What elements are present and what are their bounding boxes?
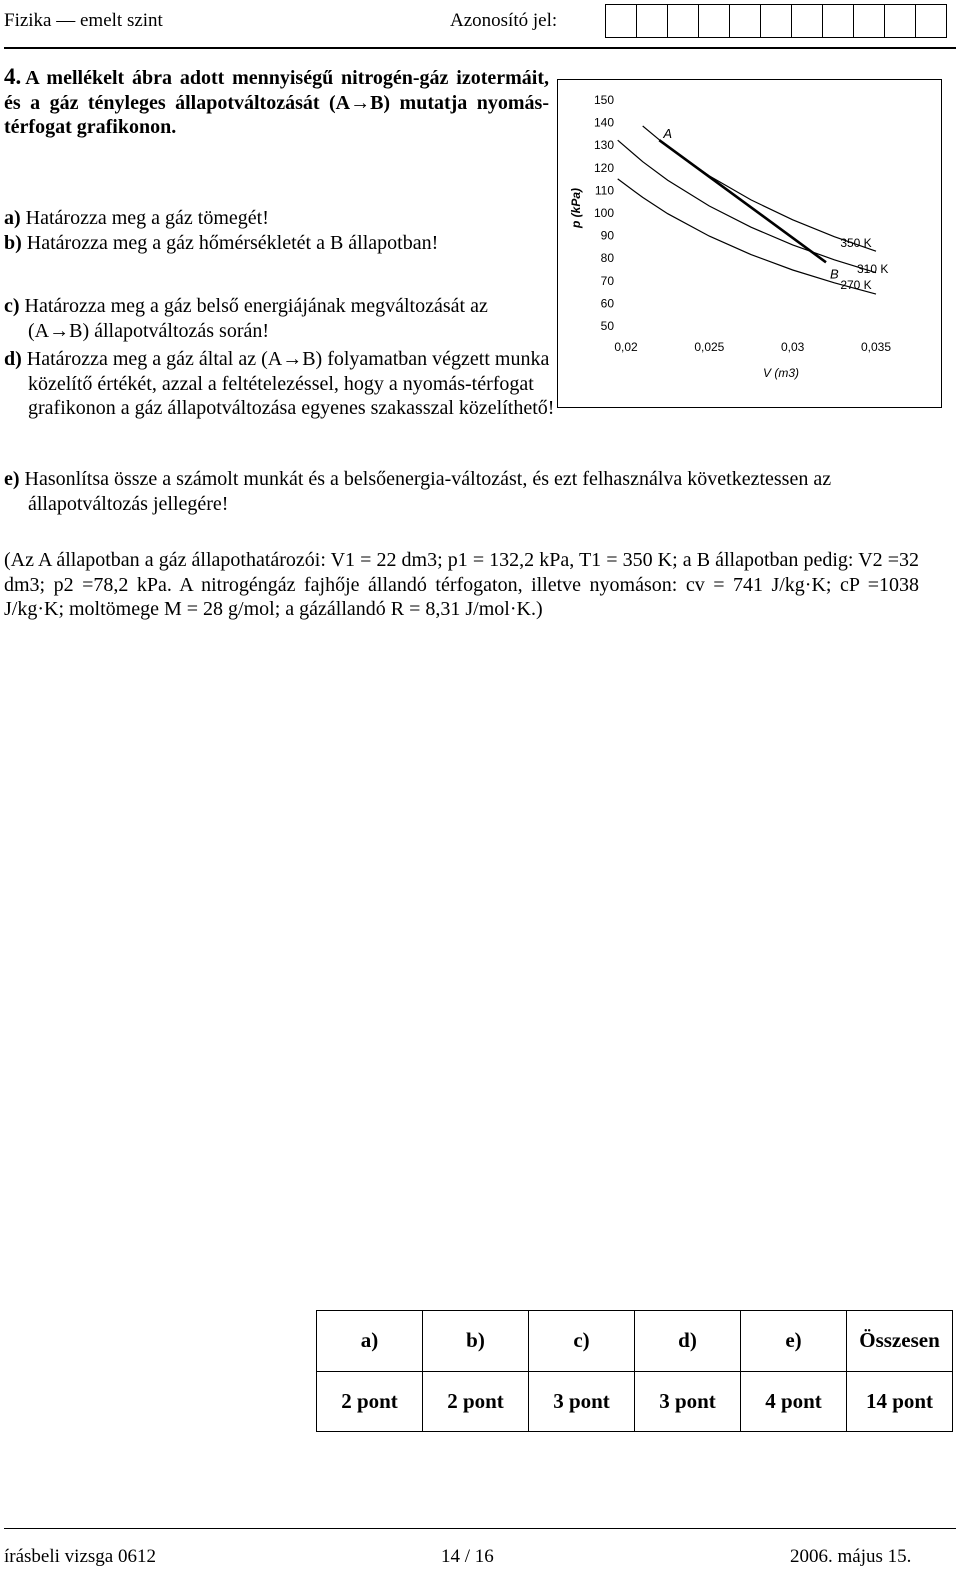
part-a-text: Határozza meg a gáz tömegét! [25,207,269,229]
score-value-cell: 4 pont [741,1371,847,1432]
problem-number: 4. [4,64,22,89]
score-value-cell: 2 pont [423,1371,529,1432]
x-tick-label: 0,03 [780,340,805,354]
part-e: e) Hasonlítsa össze a számolt munkát és a belsőenergia-változást, és ezt felhasználva következtessen az állapotváltozás jellegére! [4,468,832,515]
isotherm-line [643,126,876,251]
part-b-text: Határozza meg a gáz hőmérsékletét a B állapotban! [26,232,439,254]
part-a: a) Határozza meg a gáz tömegét! [4,207,269,229]
header-id-label: Azonosító jel: [450,10,558,31]
isotherm-label: 310 K [857,262,889,277]
score-value-cell: 3 pont [635,1371,741,1432]
problem-intro [4,65,549,140]
part-b: b) Határozza meg a gáz hőmérsékletét a B állapotban! [4,232,439,254]
id-box [884,4,916,38]
footer-date: 2006. május 15. [790,1546,912,1567]
isotherm-label: 350 K [840,236,872,251]
score-header-cell: a) [317,1311,423,1372]
y-tick-label: 130 [593,138,614,153]
y-tick-label: 120 [593,160,614,175]
x-tick-label: 0,02 [614,340,638,354]
id-box [605,4,637,38]
score-value-cell: 3 pont [529,1371,635,1432]
score-value-cell: 2 pont [317,1371,423,1432]
part-c-text: Határozza meg a gáz belső energiájának megváltozását az (A→B) állapotváltozás során! [24,295,488,342]
isotherm-label: 270 K [840,278,872,293]
footer-rule [4,1528,956,1529]
y-tick-label: 50 [600,319,614,333]
id-box [729,4,761,38]
id-box [791,4,823,38]
score-header-cell: c) [529,1311,635,1372]
y-tick-label: 90 [600,228,614,243]
y-tick-label: 100 [593,206,614,220]
y-tick-label: 80 [600,251,614,266]
part-e-text: Hasonlítsa össze a számolt munkát és a belsőenergia-változást, és ezt felhasználva következtessen az állapotváltozás jellegére! [24,468,832,515]
given-text: (Az A állapotban a gáz állapothatározói: V1 = 22 dm3; p1 = 132,2 kPa, T1 = 350 K; a B állapotban pedig: V2 =32 dm3; p2 =78,2 kPa. A nitrogéngáz fajhője állandó térfogaton, illetve nyomáson: cv = 741 J/kg·K; cP =1038 J/kg·K; moltömege M = 28 g/mol; a gázállandó R = 8,31 J/mol·K.) [4,549,919,620]
pv-chart-svg [558,80,941,407]
header-rule [4,47,956,49]
y-tick-label: 140 [593,115,614,130]
x-tick-label: 0,035 [860,340,892,354]
x-axis-label: V (m3) [763,366,799,380]
score-header-cell: Összesen [847,1311,953,1372]
part-d-text: Határozza meg a gáz által az (A→B) folyamatban végzett munka közelítő értékét, azzal a feltételezéssel, hogy a nyomás-térfogat grafikonon a gáz állapotváltozása egyenes szakasszal közelíthető! [26,348,555,419]
id-box [822,4,854,38]
score-header-cell: e) [741,1311,847,1372]
score-header-cell: d) [635,1311,741,1372]
id-box [667,4,699,38]
score-table [316,1310,953,1432]
problem-intro-text: A mellékelt ábra adott mennyiségű nitrogén-gáz izotermáit, és a gáz tényleges állapotváltozását (A→B) mutatja nyomás-térfogat grafikonon. [4,67,549,138]
id-box [915,4,947,38]
score-value-cell: 14 pont [847,1371,953,1432]
id-box [636,4,668,38]
score-header-cell: b) [423,1311,529,1372]
footer-exam: írásbeli vizsga 0612 [4,1546,156,1567]
footer-page: 14 / 16 [441,1546,494,1567]
x-tick-label: 0,025 [694,340,725,354]
id-box [760,4,792,38]
point-label-b: B [830,266,839,282]
point-label-a: A [663,126,673,142]
y-tick-label: 110 [594,183,614,198]
y-tick-label: 60 [600,296,614,311]
score-header-row [317,1311,953,1372]
process-line [659,140,826,262]
id-box [698,4,730,38]
y-tick-label: 150 [593,93,614,107]
y-axis-label: p (kPa) [569,187,583,229]
given-data [4,548,919,622]
header-subject: Fizika — emelt szint [4,10,163,31]
score-values-row [317,1371,953,1432]
part-c: c) Határozza meg a gáz belső energiájának megváltozását az (A→B) állapotváltozás során! [4,295,488,342]
pv-chart [557,79,942,408]
id-box [853,4,885,38]
id-boxes [605,4,946,38]
part-d: d) Határozza meg a gáz által az (A→B) folyamatban végzett munka közelítő értékét, azzal a feltételezéssel, hogy a nyomás-térfogat grafikonon a gáz állapotváltozása egyenes szakasszal közelíthető! [4,348,555,419]
y-tick-label: 70 [600,273,614,288]
